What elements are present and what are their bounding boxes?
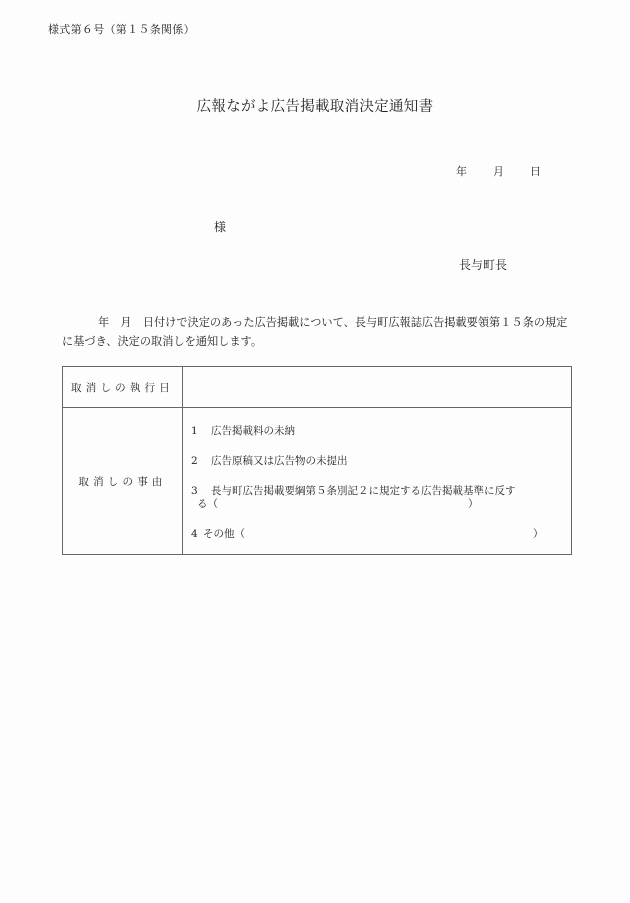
execution-date-label: 取消しの執行日 [63, 367, 183, 408]
form-number: 様式第６号（第１５条関係） [48, 23, 195, 36]
reason-item-4[interactable] [191, 526, 245, 541]
execution-date-value[interactable] [183, 367, 572, 408]
reason-item-4-close [533, 526, 544, 541]
document-title [0, 95, 630, 116]
reason-number: 2 [191, 455, 198, 467]
reason-paren-close: ） [468, 498, 479, 510]
reason-number: 4 [191, 528, 198, 540]
date-month: 月 [493, 165, 504, 178]
table-row-reason [63, 408, 572, 555]
date-day: 日 [530, 165, 541, 178]
reason-text: 広告掲載料の未納 [211, 425, 295, 437]
notice-body-text: 年 月 日付けで決定のあった広告掲載について、長与町広報誌広告掲載要領第１５条の規定に基づき、決定の取消しを通知します。 [62, 316, 568, 348]
date-year: 年 [456, 165, 467, 178]
reason-label: 取消しの事由 [63, 408, 183, 555]
reason-cell [183, 408, 572, 555]
reason-list [183, 408, 571, 554]
reason-paren-close: ） [533, 528, 544, 540]
reason-text: 長与町広告掲載要綱第５条別記２に規定する広告掲載基準に反す [211, 485, 516, 497]
addressee-suffix: 様 [214, 220, 227, 234]
reason-item-1[interactable] [191, 423, 295, 438]
notice-body [62, 313, 577, 351]
reason-item-3-close [468, 496, 479, 511]
reason-number: 3 [191, 485, 198, 497]
cancellation-table [62, 366, 572, 555]
reason-number: 1 [191, 425, 198, 437]
reason-item-2[interactable] [191, 453, 348, 468]
sender-name: 長与町長 [459, 258, 508, 272]
document-title-text: 広報ながよ広告掲載取消決定通知書 [196, 99, 434, 115]
reason-item-3[interactable] [191, 483, 516, 498]
reason-text-cont: る（ [197, 498, 218, 510]
table-row-execution-date [63, 367, 572, 408]
reason-text: 広告原稿又は広告物の未提出 [211, 455, 348, 467]
reason-item-3-continuation [197, 496, 218, 511]
reason-text: その他（ [203, 528, 245, 540]
